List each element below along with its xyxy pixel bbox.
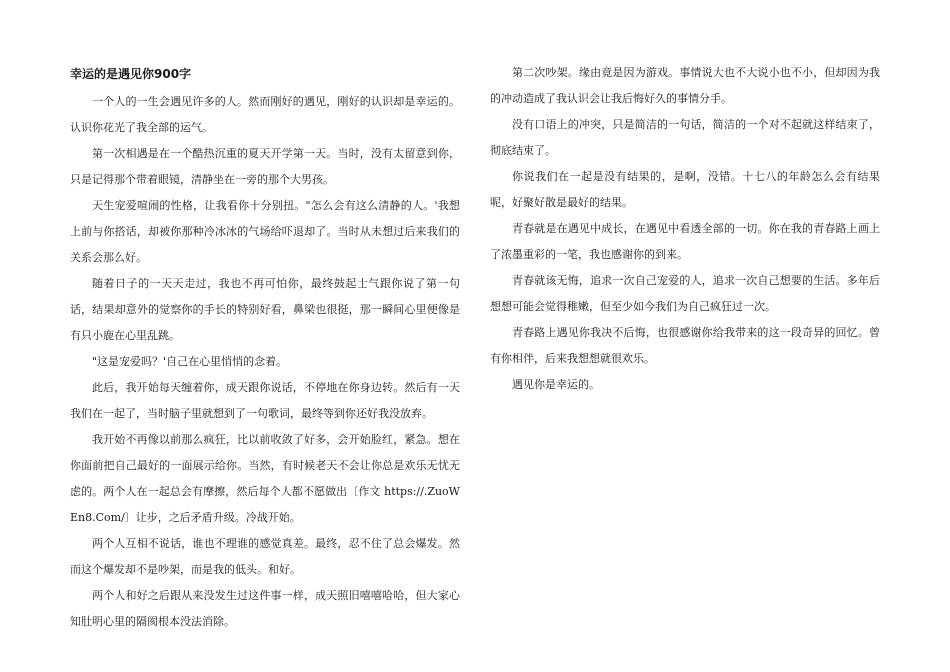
paragraph: 你说我们在一起是没有结果的，是啊，没错。十七八的年龄怎么会有结果呢，好聚好散是最好的结果。 [490,170,880,209]
paragraph: 青春路上遇见你我决不后悔，也很感谢你给我带来的这一段奇异的回忆。曾有你相伴，后来我想想就很欢乐。 [490,326,880,365]
paragraph: 没有口语上的冲突，只是简洁的一句话，简洁的一个对不起就这样结束了，彻底结束了。 [490,118,880,157]
paragraph: "这是宠爱吗？'自己在心里悄悄的念着。 [92,355,288,368]
article-title: 幸运的是遇见你900字 [70,67,192,81]
paragraph: 遇见你是幸运的。 [512,378,600,391]
paragraph: 青春就是在遇见中成长，在遇见中看透全部的一切。你在我的青春路上画上了浓墨重彩的一笔，我也感谢你的到来。 [490,222,880,261]
paragraph: 第二次吵架。缘由竟是因为游戏。事情说大也不大说小也不小，但却因为我的冲动造成了我认识会让我后悔好久的事情分手。 [490,66,880,105]
paragraph: 两个人互相不说话，谁也不理谁的感觉真差。最终，忍不住了总会爆发。然而这个爆发却不是吵架，而是我的低头。和好。 [70,537,460,576]
left-column [70,60,460,635]
paragraph: 此后，我开始每天缠着你，成天跟你说话，不停地在你身边转。然后有一天我们在一起了，当时脑子里就想到了一句歌词，最终等到你还好我没放弃。 [70,381,460,420]
paragraph: 随着日子的一天天走过，我也不再可怕你，最终鼓起士气跟你说了第一句话，结果却意外的觉察你的手长的特别好看，鼻梁也很挺，那一瞬间心里便像是有只小鹿在心里乱跳。 [70,277,460,342]
paragraph: 青春就该无悔，追求一次自己宠爱的人，追求一次自己想要的生活。多年后想想可能会觉得稚嫩，但至少如今我们为自己疯狂过一次。 [490,274,880,313]
right-column [490,60,880,398]
paragraph: 一个人的一生会遇见许多的人。然而刚好的遇见，刚好的认识却是幸运的。认识你花光了我全部的运气。 [70,95,460,134]
paragraph: 第一次相遇是在一个酷热沉重的夏天开学第一天。当时，没有太留意到你，只是记得那个带着眼镜，清静坐在一旁的那个大男孩。 [70,147,460,186]
paragraph: 两个人和好之后跟从来没发生过这件事一样，成天照旧嘻嘻哈哈，但大家心知肚明心里的隔阂根本没法消除。 [70,589,460,628]
paragraph: 我开始不再像以前那么疯狂，比以前收敛了好多，会开始脸红，紧急。想在你面前把自己最好的一面展示给你。当然，有时候老天不会让你总是欢乐无忧无虑的。两个人在一起总会有摩擦，然后每个人都不愿做出〔作文 https://.ZuoWEn8.Com/〕让步，之后矛盾升级。冷战开始。 [70,433,460,524]
paragraph: 天生宠爱喧闹的性格，让我看你十分别扭。"怎么会有这么清静的人。'我想上前与你搭话，却被你那种冷冰冰的气场给吓退却了。当时从未想过后来我们的关系会那么好。 [70,199,460,264]
